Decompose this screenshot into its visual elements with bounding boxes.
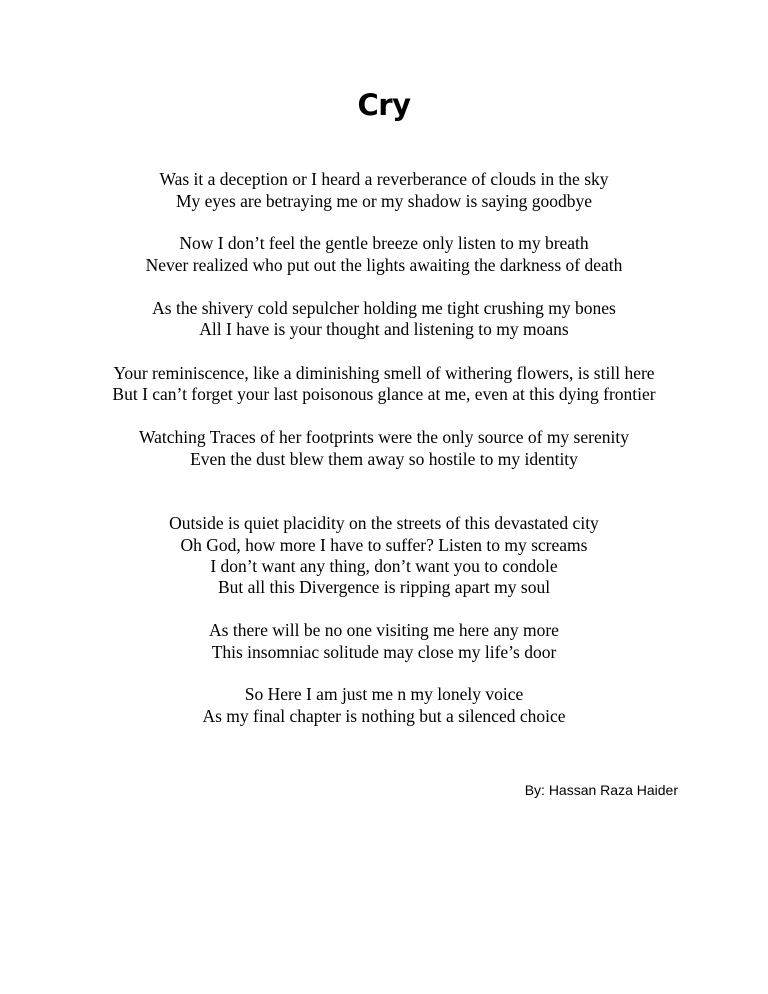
poem-line: Outside is quiet placidity on the streets of this devastated city [169,513,599,533]
poem-line: Was it a deception or I heard a reverberance of clouds in the sky [159,169,609,189]
poem-line: Your reminiscence, like a diminishing smell of withering flowers, is still here [113,363,655,383]
poem-line: But I can’t forget your last poisonous glance at me, even at this dying frontier [112,384,656,404]
poem-line: As the shivery cold sepulcher holding me tight crushing my bones [152,298,616,318]
poem-line: Even the dust blew them away so hostile to my identity [190,449,578,469]
poem-line: This insomniac solitude may close my life’s door [211,642,557,662]
author-credit: By: Hassan Raza Haider [524,782,678,798]
poem-title: Cry [357,88,411,122]
poem-line: As there will be no one visiting me here any more [209,620,559,640]
poem-line: Now I don’t feel the gentle breeze only listen to my breath [179,233,589,253]
poem-line: But all this Divergence is ripping apart my soul [217,577,551,597]
poem-line: I don’t want any thing, don’t want you to condole [210,556,558,576]
poem-line: Never realized who put out the lights awaiting the darkness of death [145,255,623,275]
poem-line: All I have is your thought and listening to my moans [199,319,569,339]
poem-line: So Here I am just me n my lonely voice [244,684,524,704]
poem-line: My eyes are betraying me or my shadow is saying goodbye [175,191,593,211]
poem-line: As my final chapter is nothing but a silenced choice [202,706,566,726]
poem-line: Oh God, how more I have to suffer? Listen to my screams [180,535,588,555]
poem-line: Watching Traces of her footprints were the only source of my serenity [139,427,629,447]
